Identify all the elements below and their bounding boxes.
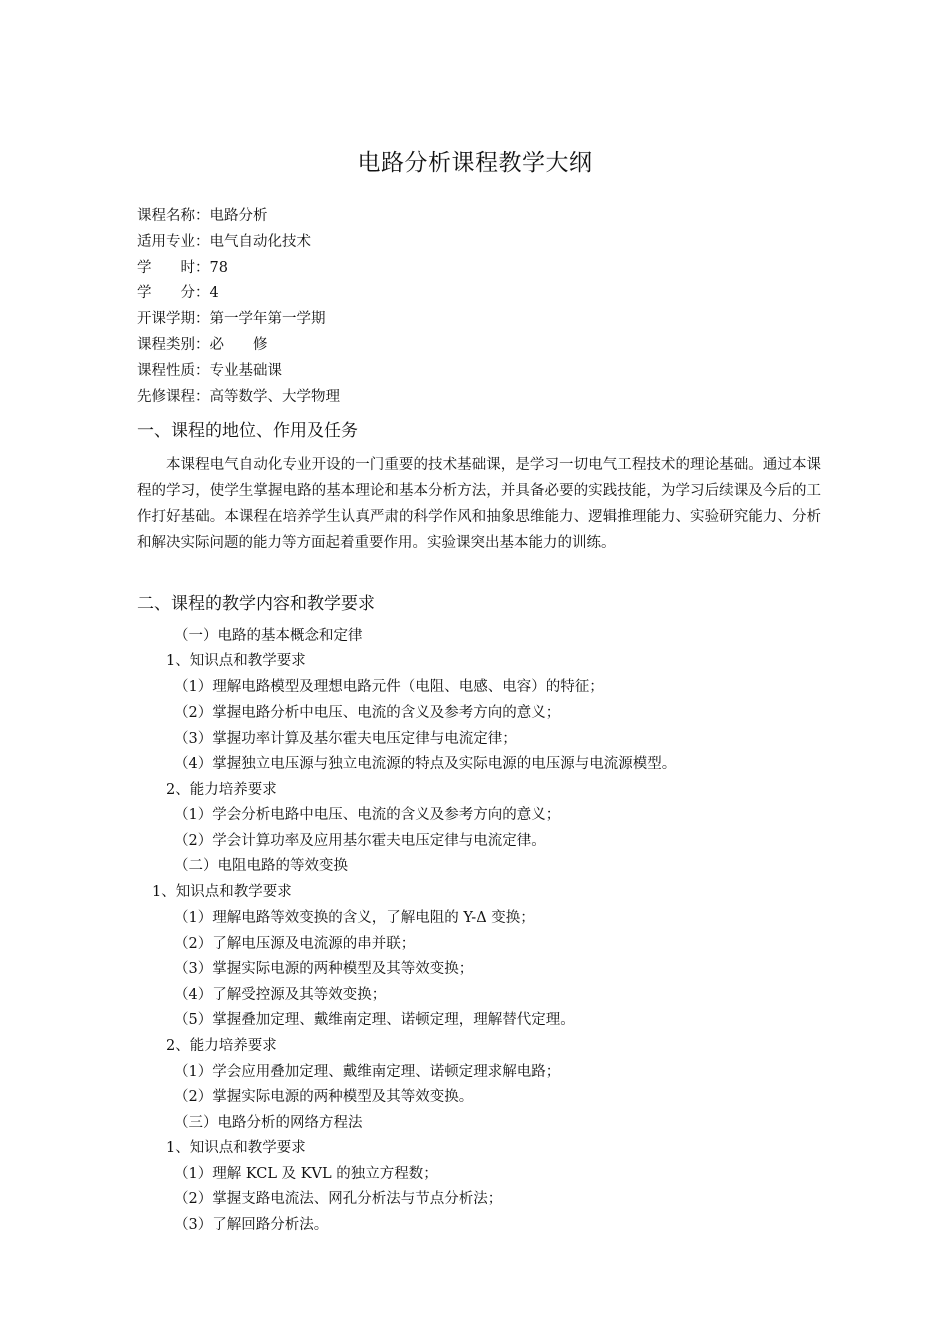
list-item: （2）掌握实际电源的两种模型及其等效变换。 (174, 1089, 474, 1105)
info-value: 第一学年第一学期 (209, 311, 326, 328)
list-item: （4）掌握独立电压源与独立电流源的特点及实际电源的电压源与电流源模型。 (174, 756, 677, 772)
list-item: （2）了解电压源及电流源的串并联； (174, 936, 416, 952)
course-info-row (137, 385, 340, 411)
course-info-row (137, 359, 340, 385)
list-heading: 2、能力培养要求 (166, 782, 277, 798)
info-value: 4 (209, 285, 219, 302)
list-item: （2）掌握支路电流法、网孔分析法与节点分析法； (174, 1191, 503, 1207)
list-item: （4）了解受控源及其等效变换； (174, 987, 387, 1003)
document-title: 电路分析课程教学大纲 (357, 150, 593, 176)
list-heading: 1、知识点和教学要求 (166, 653, 306, 669)
course-info-row (137, 230, 340, 256)
list-item: （1）理解电路模型及理想电路元件（电阻、电感、电容）的特征； (174, 679, 604, 695)
list-heading: 1、知识点和教学要求 (152, 884, 292, 900)
info-value: 专业基础课 (209, 362, 282, 379)
list-heading: 2、能力培养要求 (166, 1038, 277, 1054)
list-item: （1）学会应用叠加定理、戴维南定理、诺顿定理求解电路； (174, 1064, 561, 1080)
course-info-row (137, 307, 340, 333)
info-label: 适用专业： (137, 233, 210, 250)
course-info (137, 204, 340, 410)
list-item: （1）理解电路等效变换的含义，了解电阻的 Y-Δ 变换； (174, 910, 535, 926)
course-info-row (137, 204, 340, 230)
info-value: 高等数学、大学物理 (209, 388, 340, 405)
list-item: （1）理解 KCL 及 KVL 的独立方程数； (174, 1166, 438, 1182)
info-value: 78 (209, 259, 228, 276)
info-label: 学 时： (137, 259, 210, 276)
info-label: 课程类别： (137, 336, 210, 353)
info-value: 必 修 (209, 336, 268, 353)
info-label: 开课学期： (137, 311, 210, 328)
list-item: （2）掌握电路分析中电压、电流的含义及参考方向的意义； (174, 705, 561, 721)
course-info-row (137, 333, 340, 359)
list-heading: 1、知识点和教学要求 (166, 1140, 306, 1156)
course-info-row (137, 281, 340, 307)
info-label: 先修课程： (137, 388, 210, 405)
info-label: 学 分： (137, 285, 210, 302)
section-paragraph: 本课程电气自动化专业开设的一门重要的技术基础课，是学习一切电气工程技术的理论基础。通过本课程的学习，使学生掌握电路的基本理论和基本分析方法，并具备必要的实践技能，为学习后续课及今后的工作打好基础。本课程在培养学生认真严肃的科学作风和抽象思维能力、逻辑推理能力、实验研究能力、分析和解决实际问题的能力等方面起着重要作用。实验课突出基本能力的训练。 (137, 457, 821, 551)
list-item: （2）学会计算功率及应用基尔霍夫电压定律与电流定律。 (174, 833, 546, 849)
subsection-heading: （三）电路分析的网络方程法 (174, 1115, 363, 1131)
section-heading: 一、课程的地位、作用及任务 (137, 421, 358, 441)
course-info-row (137, 256, 340, 282)
info-label: 课程性质： (137, 362, 210, 379)
subsection-heading: （二）电阻电路的等效变换 (174, 858, 348, 874)
list-item: （3）掌握功率计算及基尔霍夫电压定律与电流定律； (174, 731, 517, 747)
list-item: （3）掌握实际电源的两种模型及其等效变换； (174, 961, 474, 977)
list-item: （5）掌握叠加定理、戴维南定理、诺顿定理，理解替代定理。 (174, 1012, 575, 1028)
info-value: 电路分析 (209, 208, 268, 224)
section-heading: 二、课程的教学内容和教学要求 (137, 594, 375, 614)
list-item: （1）学会分析电路中电压、电流的含义及参考方向的意义； (174, 807, 561, 823)
info-value: 电气自动化技术 (209, 233, 311, 250)
list-item: （3）了解回路分析法。 (174, 1217, 329, 1233)
info-label: 课程名称： (137, 208, 210, 224)
subsection-heading: （一）电路的基本概念和定律 (174, 628, 363, 644)
